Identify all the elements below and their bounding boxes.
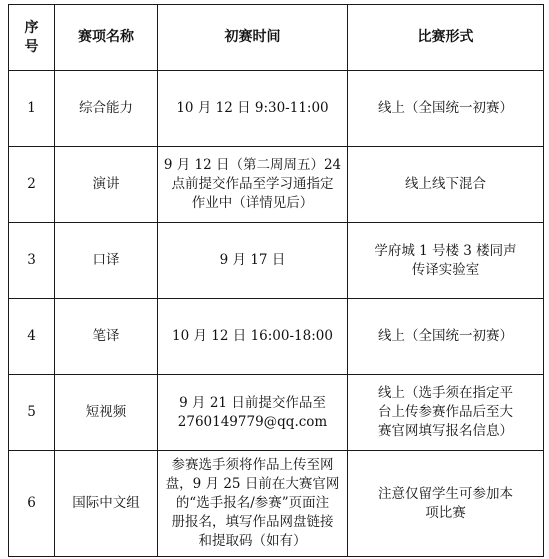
header-competition-format: 比赛形式 — [348, 5, 544, 71]
row-event-name: 综合能力 — [55, 71, 158, 147]
row-competition-format: 注意仅留学生可参加本 项比赛 — [348, 451, 544, 557]
row-event-name: 演讲 — [55, 147, 158, 223]
row-preliminary-time: 10 月 12 日 9:30-11:00 — [158, 71, 348, 147]
row-event-name: 口译 — [55, 223, 158, 299]
table-row — [9, 223, 544, 299]
row-preliminary-time: 9 月 12 日（第二周周五）24 点前提交作品至学习通指定 作业中（详情见后） — [158, 147, 348, 223]
row-preliminary-time: 9 月 17 日 — [158, 223, 348, 299]
row-competition-format: 线上（全国统一初赛） — [348, 299, 544, 375]
row-event-name: 国际中文组 — [55, 451, 158, 557]
row-index: 5 — [9, 375, 55, 451]
table-header-row — [9, 5, 544, 71]
header-event-name: 赛项名称 — [55, 5, 158, 71]
row-index: 1 — [9, 71, 55, 147]
row-preliminary-time: 参赛选手须将作品上传至网 盘，9 月 25 日前在大赛官网 的“选手报名/参赛”页面注 册报名，填写作品网盘链接 和提取码（如有） — [158, 451, 348, 557]
header-preliminary-time: 初赛时间 — [158, 5, 348, 71]
row-index: 4 — [9, 299, 55, 375]
row-event-name: 短视频 — [55, 375, 158, 451]
row-preliminary-time: 10 月 12 日 16:00-18:00 — [158, 299, 348, 375]
row-index: 3 — [9, 223, 55, 299]
row-index: 2 — [9, 147, 55, 223]
table-row — [9, 147, 544, 223]
row-competition-format: 线上（全国统一初赛） — [348, 71, 544, 147]
row-competition-format: 学府城 1 号楼 3 楼同声 传译实验室 — [348, 223, 544, 299]
row-index: 6 — [9, 451, 55, 557]
row-competition-format: 线上线下混合 — [348, 147, 544, 223]
row-event-name: 笔译 — [55, 299, 158, 375]
row-preliminary-time: 9 月 21 日前提交作品至 2760149779@qq.com — [158, 375, 348, 451]
header-index: 序 号 — [9, 5, 55, 71]
table-row — [9, 451, 544, 557]
table-row — [9, 375, 544, 451]
row-competition-format: 线上（选手须在指定平 台上传参赛作品后至大 赛官网填写报名信息） — [348, 375, 544, 451]
table-row — [9, 299, 544, 375]
table-row — [9, 71, 544, 147]
competition-schedule-table — [8, 4, 544, 557]
